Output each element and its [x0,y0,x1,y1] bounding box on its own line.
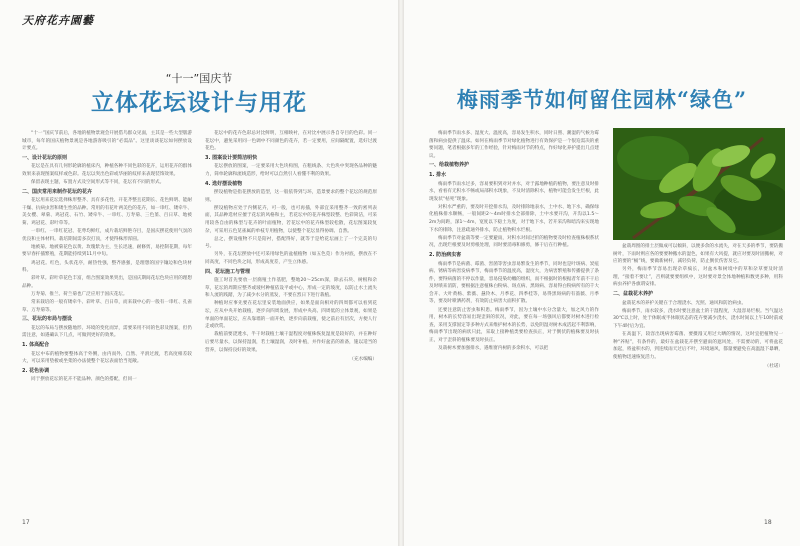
paragraph: 种植时应事先要在花坛里安装地面供应，如果是面向相对的四周都可以看到花坛，应从中央开始栽植，逐步向四周发展，形成中央高、四周低的立体景观，如果是单面的单面花坛，应从靠墙的一面开始，逐步向前栽植，使之前后有层次，方便人行走或欣赏。 [205,301,377,330]
paragraph: 梅雨季节，雨水较多，浇水时要注意盆土的干湿程度，大湿容易烂根。当气温达30℃以上时，处于休眠或半休眠状态的花卉要减少浇水，浇水时间以上午10时前或下午4时后为宜。 [613,308,783,329]
paragraph: 施工时首先要放一层腐殖土作基肥，整地20～25cm深，除去石块、树根和杂草，花坛的周期应整齐或坡村种植依设平或中心，形成一定的坡度，以防止水土流失和人流的践踏，为了减少水分的蒸发，不要在烈日下进行栽植。 [205,278,377,299]
paragraph: 摆设植物是指花摆放的造型，这一般依得到与环，造景要求的整个花坛的规范原则。 [205,190,377,203]
paragraph: 保留表现主题，布置方式及空间形式等不同，花坛有不同的形式。 [31,180,165,186]
section-heading: 二、盆栽花木养护 [613,291,654,298]
paragraph: 另外，在花坛摆放中还可采用绿色的盆植植物（如五色苋）作为衬底，摆放在不同高度，不同色块之间，形成高度差，产生立体感。 [205,252,377,265]
magazine-logo: 天府花卉園藝 [22,14,94,27]
paragraph: 梅雨季节雨水过多，容易要积到对对并水，对于露地种植的植物，要注意及时排水，看看有无积水不畅或局部积水现象，不及时清除积水，植物可能会发生烂根，此现发状“枯死”现象。 [429,181,599,202]
article-title-left: 立体花坛设计与用花 [91,89,307,116]
leaves-photo [613,128,785,240]
author-credit: （杜诺） [764,364,783,370]
paragraph: 盆栽周围的排土层做成可以倾斜，以便多余的水流失，对在天多的季节，要防搬树叶，下雨时则应各的要要种搬水的湿色，如果有大风提，就应对要及时固搬树，对应的要的“桶”线，要做新树杆，减轻负荷，防止倒伏伤害及它。 [613,244,783,265]
paragraph: 常来栽培的一般有矮牵牛、彩叶草、百日草，而来栽中心的一般有一串红、孔雀草、万寿菊等。 [22,299,192,313]
paragraph: “十一”国庆节前后，各地的植物景观会开展借鸟群众见面，主其是一些大型版游城市，每年的国庆植物景观是各地游客吸引的“必需品”。这里谈谈花坛如何摆放设计要点。 [22,131,192,152]
section-heading: 4. 选好摆设植物 [205,180,243,187]
paragraph: 同于摆放花坛的花卉不能品种、颜色的搭配，但同一 [31,377,137,383]
paragraph: 梅雨季节是病菌、霉菌、害菌等害虫容易繁发生的季节，同时也是叶斑病、炭疽病、锈病等病害发病季节，梅雨季节的温度高，湿度大，为病害繁殖和传播提供了条件，要得病菌的不停以作量，容易侵染幼嫩的组织，而不根据时的根据者年前不干后及时喷来消防，要根据注意植株白粉病、斑点病、黑斑病、容易得白粉病所有的千大会开、大叶黄杨、紫薇、悬铃木、月季花、四季桂等，易得黑斑病的有蔷薇、月季等，要及时喷洒药剂，有效防止病害大面积扩散。 [429,261,599,305]
paragraph: 摆设植物应处于内侧花卉，可一般，也可再插，外部宜采用整齐一致的密列表面，其品种选材应擅于花坛的风格和主，若花坛中的花卉株型较整、色彩简洁，可采用较各自由的株型与花卉的叶面植物，若花坛中的花卉株型较松散，花坛图案较复杂，可采用五色苋雀属的单枝专用植物，以使整个花坛显得协调、自然。 [205,205,377,234]
section-heading: 1. 体高配合 [22,341,50,348]
paragraph: 一串红、一串红花冠、花萼均鲜红，成片栽培鲜艳夺目，是国庆摆花使用气氛的优良和主体材料。栽培期间需多次打顶，才使得株形浑圆。 [22,229,192,242]
paragraph: 鸡冠花。红色，头状花序，耐热性强，整齐感强，是理想的国字镶边和色块材料。 [22,260,192,274]
paragraph: 栽植前要浇透水，半干时栽植土壤干湿程度对植株恢复湿度是较好的，并在种好后要尽量水，以保持湿润，若土壤湿润，及时补植，并作好盆苗的准备，施以适当的营养，以保持良好的效果。 [205,332,377,353]
paragraph: 对积水严重的，要及时开挖排水沟，及时排除地表水，土中水、地下水，确保绿化植株排水顺畅，一般间距2～4m时排水全部排除，土中水要开沟，开沟以1.5～2m为间距，深1～4m，宽度以下稳土为度，对于地下水，若开采沟和暗沟来实现地下水的排除，注意疏通外排水，防止植物积水烂根。 [429,204,599,233]
section-heading: 3. 图案设计要简洁明快 [205,154,258,161]
left-column-1 [22,130,192,384]
paragraph: 梅雨季节雨水多、湿度大、温度高，容易发生积水，同时日照、潮湿的气候为霉菌和病虫提供了温床。如何在梅雨季节对绿化植物进行有效保护是一个很迫需决的重要问题，笔者根据多年的工作经验，针对梅雨对节的特点，作好绿化养护提出几点建议。 [429,131,599,159]
paragraph: 总之，摆设植物不只是陪衬，搭配得好，就等于是给花坛画上了一个完美的句号。 [205,236,377,250]
paragraph: 及栽树木要加强排水，遇堆窗内树的多余积水，可以把 [438,346,549,352]
paragraph: 盆栽花木的养护关键在于合理浇水、光照、通风和防治病虫。 [622,300,747,306]
paragraph: 花坛中的花卉色彩忌对比鲜明，互相映衬，在对比中展示各自夺目的色彩。同一花坛中，避免采用同一色调中不同颜色的花卉，若一定要用，应间隔配置，选好过渡花色。 [205,131,377,152]
paragraph: 在高温下，较容出现病害霉菌、要摄漫又用过大晒的情况，这时宜把植物见一种“养贴”，有条件的，最好在盆栽花卉摆至避雨的遮风处，不需要动的，可将盆花加起，将盆积水的，到连续雨天过后不叶，环境通风，都量要避免在高温湿下暴晒，使植物迅速恢复活力。 [613,332,783,360]
paragraph: 另外，梅雨季节容易出现杂草疯长，对盆木和树境中的草和杂草要及时清理，“接着不要让”，否则就要要组织中，这时要对景全体地种植和数更多种，用科病虫养护各旗谓安排。 [613,267,783,288]
section-heading: 一、给栽植物养护 [429,162,470,169]
author-credit: （充水编编） [349,357,377,363]
section-heading: 一、设计花坛的原则 [22,154,68,161]
paragraph: 万寿菊、推兰、荷兰菊也广泛应用于国庆花坛。 [31,291,128,297]
paragraph: 梅雨季节对盆栽等要一定要避雨，对积水对间过折的植物要及时检查植株根系状况，出现烂根要及时剪根处理，同时要消毒和修剪，修干后在行种植。 [429,235,599,249]
section-heading: 2. 花色协调 [22,367,50,374]
section-heading: 四、花坛施工与管理 [205,268,251,275]
left-page [0,0,398,546]
paragraph: 花坛的布局与摆放随地形、环境的变化而异，需要采用不同的色彩及图案，但仍需注意，如遇确认下几点，可做到更好的效果。 [22,325,192,339]
left-column-2 [205,130,377,364]
section-heading: 二、国庆常用来制作花坛的花卉 [22,188,93,195]
section-heading: 1. 排水 [429,171,447,178]
section-heading: 三、花坛的布局与摆设 [22,316,73,323]
section-heading: 2. 防治病虫害 [429,251,462,258]
page-number-right: 18 [764,519,772,526]
right-column-2 [613,243,783,372]
paragraph: 彩叶草。彩叶草花色丰富，组合图案效果突出，是国庆期间花坛色块应用的理想品种。 [22,276,192,289]
paragraph: 花坛中布的植物要整体高于外侧，由内而外，自然、平滑过渡，若高度相差较大，可以采用垫板或坐架的办法使整个花坛表面恰当宽敞。 [22,351,192,365]
page-number-left: 17 [22,519,30,526]
paragraph: 花坛用来花坛选择株形整齐、具有多花性、开花齐整且花期长、花色鲜明、能耐干燥、抗病虫害和矮生性的品种。常用的有花叶两美色的花卉，如一串红、矮牵牛、美女樱、翠菊、鸡冠花、石竹、矮牵牛、一串红、万寿菊、三色堇、百日草、地被菊、鸡冠花、彩叶草等。 [22,198,192,227]
green-leaves-image [613,128,785,240]
paragraph: 花坛是在具有几何形轮廓的植床内，种植各种不同色彩的花卉，运用花卉的群体效果来表现图案纹样或色彩。花坛以突出色彩或华丽的纹样来表现装饰效果。 [22,164,192,177]
right-page [404,0,800,546]
paragraph: 花坛摆放的图案，一定要采用大色块构图，在粗线条、大色块中突现各品种的魅力，简单轮廓和流线造形，给时可以自然引人看懂不利的效果。 [205,164,377,177]
paragraph: 地被菊。地被菊花色以黄、玫瑰紫为主，生长迅速，耐修剪，易控制花期，每年要早春扦插繁殖，花期能持续到11月中旬。 [22,244,192,258]
right-column-1 [429,130,599,353]
paragraph: 还要注意防止害虫和积患。梅雨季节，因为土壤中水分含量大，加之风力的作用，树木的长势容易出现歪斜的状况，对此，要在每一场强风后都要对树木进行检查，采用支撑固定等多种方式来维护树木的长势，以免阴湿对树木成活起不利影响，梅雨季节出现的病状只此，采取上接种植类要检查扶正，对于倒伏的植株要及时扶正，对于歪斜的植株要及时扶正。 [429,307,599,343]
article-subtitle: “十一”国庆节 [165,72,233,85]
article-title-right: 梅雨季节如何留住园林“绿色” [456,87,748,112]
